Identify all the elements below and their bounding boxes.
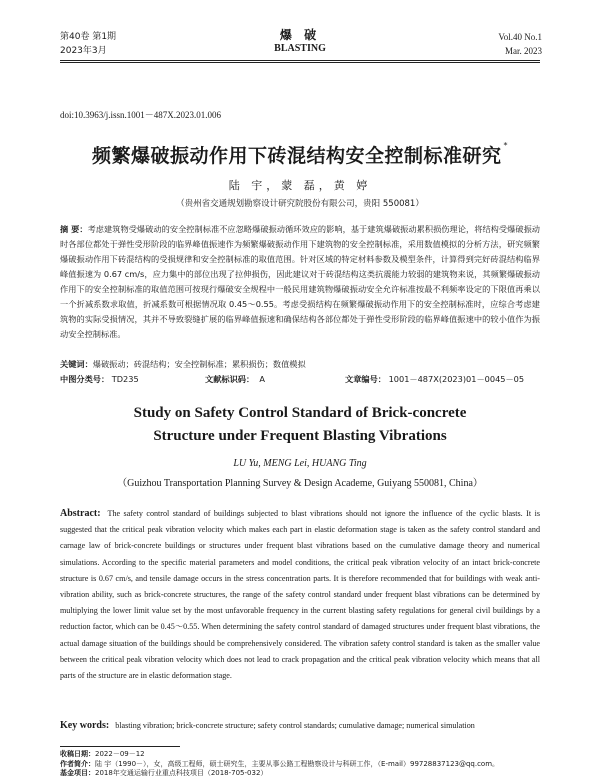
abstract-en — [60, 506, 540, 684]
article-number — [345, 372, 524, 386]
abstract-en-text: The safety control standard of buildings subjected to blast vibrations should not ignore the influence of the cyclic blasts. It is suggested that the critical peak vibration velocity which makes each part in elastic deformation stage is taken as the safety control standard and carnage law of brick-concrete buildings or structures under frequent blast vibrations based on the cumulative damage theory and numerical simulations. According to the specific material parameters and model conditions, the critical peak vibration velocity of an intact brick-concrete structure is 0.67 cm/s, and tensile damage occurs in the stress concentration parts. It is therefore recommended that for buildings with weak anti-vibration ability, such as brick-concrete structures, the range of the safety control standard under frequent blast vibrations can be determined by multiplying the lower limit value set by the most unfavorable frequency in the current blasting safety regulations for general civil buildings by a reduction factor, which can be 0.45～0.55. When determining the safety control standard of damaged structures under frequent blast vibrations, the actual damage situation of the buildings should be comprehensively considered. The vibration safety control standard is taken as the smaller value between the critical peak vibration velocity which does not lead to crack propagation and the critical peak vibration velocity which means that all parts of the structure are in elastic deformation stage. — [60, 509, 540, 681]
doi: doi:10.3963/j.issn.1001－487X.2023.01.006 — [60, 110, 222, 120]
clc-number — [60, 372, 139, 386]
keywords-en — [60, 718, 540, 734]
article-no-label: 文章编号： — [345, 374, 386, 384]
received-value: 2022－09－12 — [95, 750, 145, 758]
affiliation-cn: （贵州省交通规划勘察设计研究院股份有限公司，贵阳 550081） — [176, 199, 424, 209]
doc-code — [205, 372, 265, 386]
article-no-value: 1001－487X(2023)01－0045－05 — [388, 374, 525, 384]
volume-en: Vol.40 No.1 — [498, 32, 542, 42]
keywords-cn-label: 关键词： — [60, 359, 93, 369]
keywords-en-label: Key words: — [60, 720, 110, 731]
header-right — [498, 30, 542, 58]
footnote-rule — [60, 746, 180, 747]
fund-project — [60, 769, 540, 779]
title-en-line1: Study on Safety Control Standard of Brick-concrete — [133, 405, 467, 421]
header-rule — [60, 60, 540, 61]
authors-cn: 陆 宇，蒙 磊，黄 婷 — [228, 179, 372, 192]
title-cn — [0, 141, 600, 168]
fund-value: 2018年交通运输行业重点科技项目（2018-705-032） — [95, 769, 268, 777]
doc-code-label: 文献标识码： — [205, 374, 255, 384]
clc-label: 中图分类号： — [60, 374, 110, 384]
title-en-line2: Structure under Frequent Blasting Vibrations — [153, 428, 447, 444]
abstract-cn — [60, 222, 540, 342]
abstract-cn-text: 考虑建筑物受爆破动的安全控制标准不应忽略爆破振动循环效应的影响，基于建筑爆破振动累积损伤理论，将结构受爆破振动时各部位都处于弹性受形阶段的临界峰值振速作为频繁爆破振动作用下建筑物的安全控制标准，采用数值模拟的分析方法，研究频繁爆破振动作用下砖混结构的受损规律和安全控制标准的取值范围。针对区域的特定材料参数及模型条件，计算得到完好砖混结构临界峰值振速为 0.67 cm/s，应力集中的部位出现了拉伸损伤，因此建议对于砖混结构这类抗震能力较弱的建筑物来说，其频繁爆破振动作用下的安全控制标准的取值范围可按现行爆破安全规程中一般民用建筑物爆破振动安全允许标准按最不利频率设定的下限值再乘以一个折减系数求取值，折减系数可根据情况取 0.45～0.55。考虑受损结构在频繁爆破振动作用下的安全控制标准时，应综合考虑建筑物的实际受损情况，其并不导致裂缝扩展的临界峰值振速和确保结构各部位都处于弹性受形阶段的临界峰值振速中的较小值作为振动安全控制标准。 — [60, 224, 540, 339]
footnotes — [60, 750, 540, 779]
title-cn-text: 频繁爆破振动作用下砖混结构安全控制标准研究 — [91, 145, 502, 167]
author-bio-label: 作者简介： — [60, 759, 95, 768]
header-rule-thin — [60, 62, 540, 63]
affiliation-en: （Guizhou Transportation Planning Survey & Design Academe, Guiyang 550081, China） — [117, 478, 483, 489]
date-cn: 2023年3月 — [60, 46, 107, 56]
author-bio-value: 陆 宇（1990－），女，高级工程师，硕士研究生，主要从事公路工程勘察设计与科研工作，（E-mail）99728837123@qq.com。 — [95, 759, 500, 768]
clc-value: TD235 — [111, 374, 139, 384]
journal-name-en: BLASTING — [274, 43, 326, 54]
title-footnote-mark: * — [503, 141, 508, 150]
abstract-cn-label: 摘 要： — [60, 224, 88, 234]
received-date — [60, 750, 540, 760]
authors-en: LU Yu, MENG Lei, HUANG Ting — [233, 458, 367, 469]
date-en: Mar. 2023 — [505, 46, 542, 56]
volume-cn: 第40卷 第1期 — [60, 32, 117, 42]
fund-label: 基金项目： — [60, 769, 95, 777]
abstract-en-label: Abstract: — [60, 508, 101, 519]
doc-code-value: A — [259, 374, 265, 384]
title-en — [0, 402, 600, 448]
keywords-cn — [60, 357, 540, 371]
received-label: 收稿日期： — [60, 750, 95, 758]
keywords-en-text: blasting vibration; brick-concrete structure; safety control standards; cumulative damage; numerical simulation — [115, 721, 475, 730]
journal-name-cn: 爆 破 — [279, 28, 321, 42]
keywords-cn-text: 爆破振动；砖混结构；安全控制标准；累积损伤；数值模拟 — [92, 359, 306, 369]
